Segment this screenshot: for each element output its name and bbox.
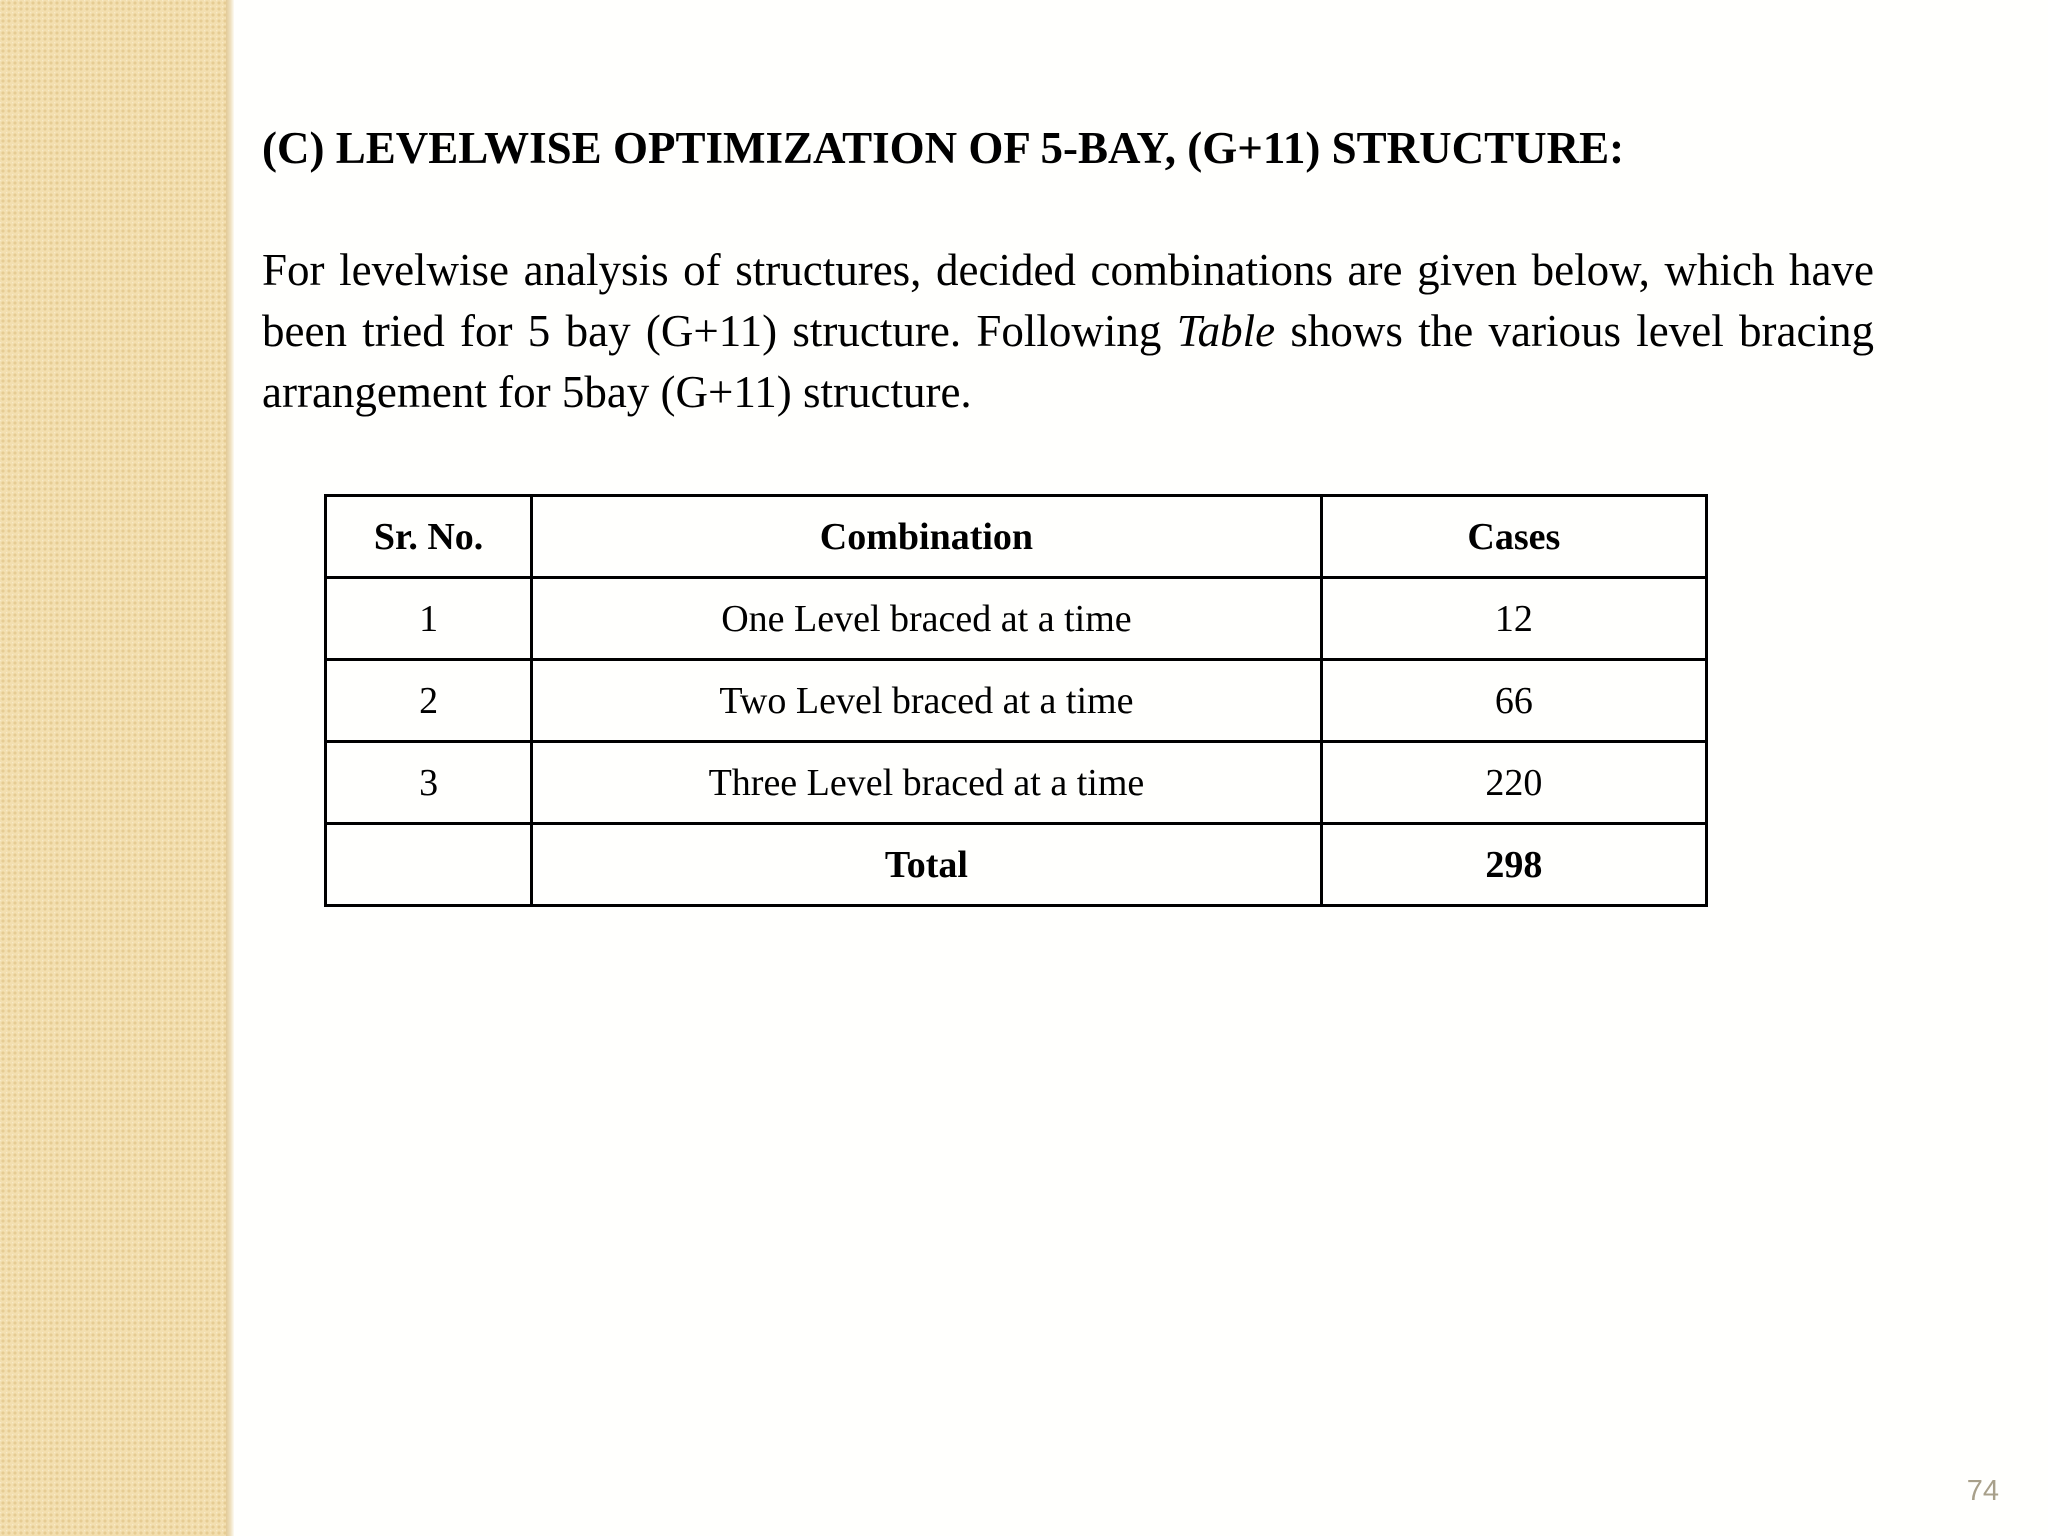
- paragraph-text-end: shows the various level bracing arrangement for 5bay (G+11) structure.: [262, 306, 1874, 417]
- header-cases: Cases: [1321, 496, 1706, 578]
- cell-cases: 12: [1321, 578, 1706, 660]
- table-row: [326, 742, 1707, 824]
- side-panel-edge: [226, 0, 234, 1536]
- slide-heading: (C) LEVELWISE OPTIMIZATION OF 5-BAY, (G+11) STRUCTURE:: [262, 123, 1625, 173]
- paragraph-italic-word: Table: [1176, 306, 1276, 356]
- cell-cases: 220: [1321, 742, 1706, 824]
- header-combination: Combination: [532, 496, 1322, 578]
- decorative-side-panel: [0, 0, 226, 1536]
- total-cases: 298: [1321, 824, 1706, 906]
- cell-combination: Three Level braced at a time: [532, 742, 1322, 824]
- header-sr-no: Sr. No.: [326, 496, 532, 578]
- total-sr-no-cell: [326, 824, 532, 906]
- page-number: 74: [1966, 1475, 1999, 1507]
- paragraph-text-start: For levelwise analysis of structures, decided combinations are given below, which have been tried for 5 bay (G+11) structure. Following: [262, 245, 1874, 356]
- table-header-row: [326, 496, 1707, 578]
- table-row: [326, 578, 1707, 660]
- combinations-table: [324, 494, 1708, 907]
- cell-combination: One Level braced at a time: [532, 578, 1322, 660]
- cell-combination: Two Level braced at a time: [532, 660, 1322, 742]
- cell-sr-no: 1: [326, 578, 532, 660]
- total-label: Total: [532, 824, 1322, 906]
- cell-sr-no: 3: [326, 742, 532, 824]
- cell-sr-no: 2: [326, 660, 532, 742]
- cell-cases: 66: [1321, 660, 1706, 742]
- intro-paragraph: [262, 240, 1874, 423]
- table-total-row: [326, 824, 1707, 906]
- table-row: [326, 660, 1707, 742]
